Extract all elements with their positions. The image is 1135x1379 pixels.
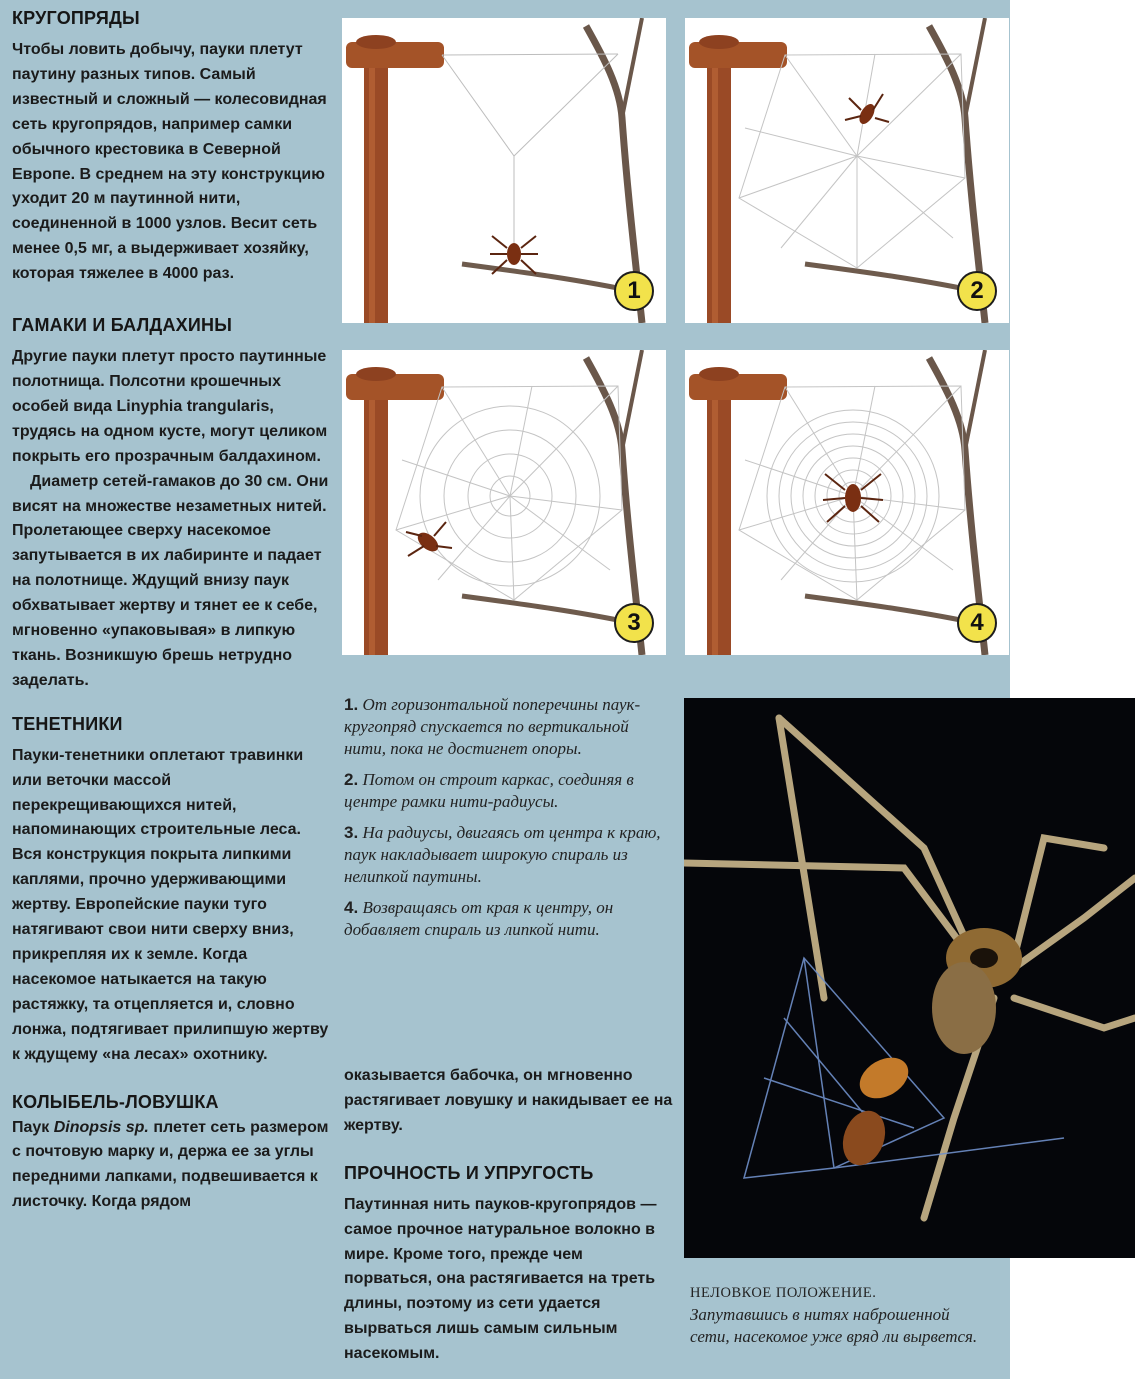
- step-badge-2: 2: [957, 271, 997, 311]
- web-step-2-illustration: [685, 18, 1009, 323]
- illustration-panel-2: [685, 18, 1009, 323]
- paragraph-continuation: оказывается бабочка, он мгновенно растягивает ловушку и накидывает ее на жертву.: [344, 1067, 673, 1134]
- web-step-1-illustration: [342, 18, 666, 323]
- step-4: [344, 897, 670, 941]
- heading-strength: ПРОЧНОСТЬ И УПРУГОСТЬ: [344, 1162, 594, 1183]
- heading-cobweb: ТЕНЕТНИКИ: [12, 713, 123, 734]
- step-1-number: 1.: [344, 695, 359, 714]
- caption-title: НЕЛОВКОЕ ПОЛОЖЕНИЕ.: [690, 1285, 877, 1301]
- illustration-panel-4: [685, 350, 1009, 655]
- step-1: [344, 694, 670, 760]
- web-step-3-illustration: [342, 350, 666, 655]
- step-3-text: На радиусы, двигаясь от центра к краю, паук накладывает широкую спираль из нелипкой паутины.: [344, 823, 661, 886]
- illustration-panel-3: [342, 350, 666, 655]
- paragraph-strength: Паутинная нить пауков-кругопрядов — самое прочное натуральное волокно в мире. Кроме того, прежде чем порваться, она растягивается на треть длины, поэтому из сети удается вырваться лишь самым сильным насекомым.: [344, 1195, 657, 1363]
- heading-cradle-trap: КОЛЫБЕЛЬ-ЛОВУШКА: [12, 1091, 219, 1112]
- steps-list: [344, 694, 670, 950]
- caption-text: Запутавшись в нитях наброшенной сети, насекомое уже вряд ли вырвется.: [690, 1305, 978, 1346]
- paragraph-hammocks-2: Диаметр сетей-гамаков до 30 см. Они висят на множестве незаметных нитей. Пролетающее сверху насекомое запутывается в их лабиринте и падает на полотнище. Ждущий внизу паук обхватывает жертву и тянет ее к себе, мгновенно «упаковывая» в липкую ткань. Возникшую брешь нетрудно заделать.: [12, 472, 329, 689]
- step-1-text: От горизонтальной поперечины паук-кругопряд спускается по вертикальной нити, пока не достигнет опоры.: [344, 695, 641, 758]
- paragraph-hammocks-1: Другие пауки плетут просто паутинные полотнища. Полсотни крошечных особей вида Linyphia trangularis, трудясь на одном кусте, могут целиком покрыть его прозрачным балдахином.: [12, 348, 328, 465]
- illustration-panel-1: [342, 18, 666, 323]
- step-badge-3: 3: [614, 603, 654, 643]
- paragraph-cradle-trap: [12, 1116, 334, 1216]
- species-name: Dinopsis sp.: [53, 1118, 149, 1136]
- step-badge-1: 1: [614, 271, 654, 311]
- left-column: [12, 6, 334, 1215]
- step-4-text: Возвращаясь от края к центру, он добавляет спираль из липкой нити.: [344, 898, 614, 939]
- step-2-number: 2.: [344, 770, 359, 789]
- spider-icon: [406, 522, 452, 556]
- paragraph-orb-weavers: Чтобы ловить добычу, пауки плетут паутину разных типов. Самый известный и сложный — колесовидная сеть кругопрядов, например самки обычного крестовика в Северной Европе. В среднем на эту конструкцию уходит 20 м паутинной нити, соединенной в 1000 узлов. Весит сеть менее 0,5 мг, а выдерживает хозяйку, которая тяжелее в 4000 раз.: [12, 41, 327, 283]
- step-2: [344, 769, 670, 813]
- step-3-number: 3.: [344, 823, 359, 842]
- web-step-4-illustration: [685, 350, 1009, 655]
- step-badge-4: 4: [957, 603, 997, 643]
- spider-photo: [684, 698, 1135, 1258]
- paragraph-cradle-after: плетет сеть размером с почтовую марку и, держа ее за углы передними лапками, подвешивается к листочку. Когда рядом: [12, 1118, 329, 1211]
- middle-column: [344, 1064, 674, 1367]
- paragraph-cradle-before: Паук: [12, 1118, 54, 1136]
- heading-orb-weavers: КРУГОПРЯДЫ: [12, 8, 140, 28]
- photo-caption: [690, 1282, 990, 1348]
- step-4-number: 4.: [344, 898, 359, 917]
- paragraph-cobweb: Пауки-тенетники оплетают травинки или веточки массой перекрещивающихся нитей, напоминающих строительные леса. Вся конструкция покрыта липкими каплями, прочно удерживающими жертву. Европейские пауки туго натягивают свои нити сверху вниз, прикрепляя их к земле. Когда насекомое натыкается на такую растяжку, та отцепляется и, словно лонжа, подтягивает прилипшую жертву к ждущему «на лесах» охотнику.: [12, 746, 329, 1063]
- step-3: [344, 822, 670, 888]
- heading-hammocks: ГАМАКИ И БАЛДАХИНЫ: [12, 315, 233, 336]
- ogre-faced-spider-photo: [684, 698, 1135, 1258]
- step-2-text: Потом он строит каркас, соединяя в центре рамки нити-радиусы.: [344, 770, 634, 811]
